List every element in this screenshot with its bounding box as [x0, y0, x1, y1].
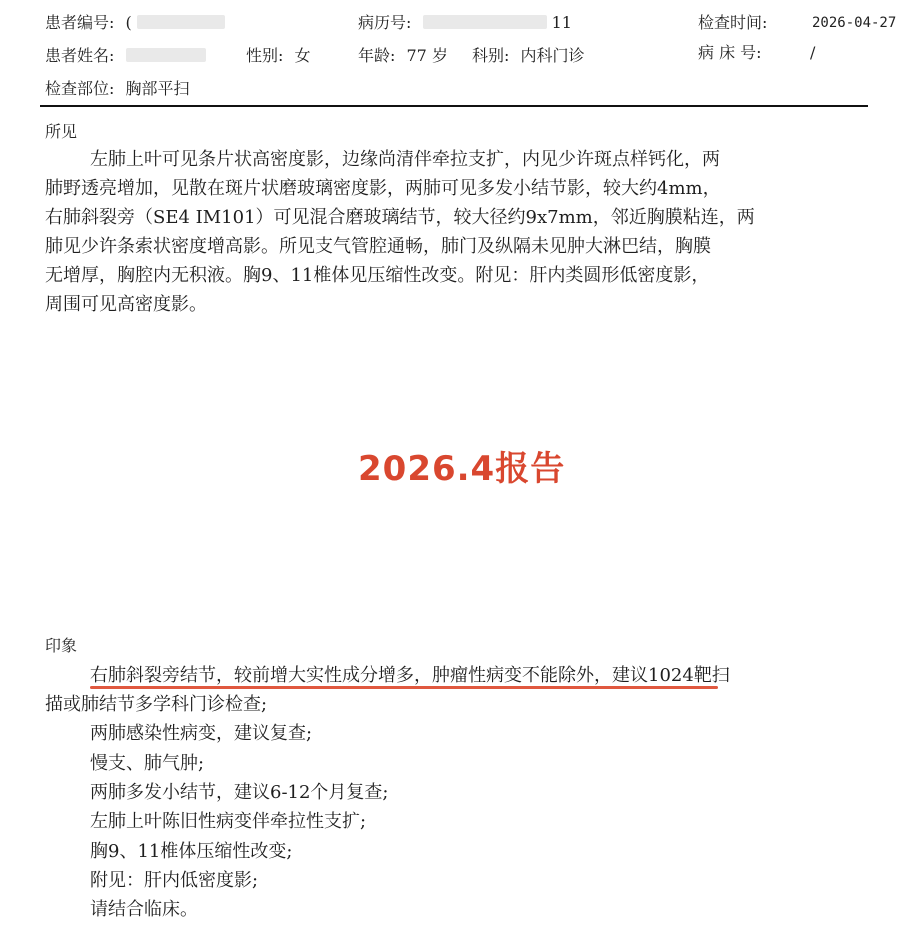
report-date-stamp: 2026.4报告 [358, 449, 566, 489]
impression-line: 描或肺结节多学科门诊检查; [45, 694, 268, 715]
bed-label: 病 床 号: [698, 43, 762, 62]
record-no-value: 11 [551, 13, 572, 32]
findings-line: 左肺上叶可见条片状高密度影，边缘尚清伴牵拉支扩，内见少许斑点样钙化，两 [90, 149, 720, 170]
header-divider [40, 105, 868, 107]
findings-line: 周围可见高密度影。 [45, 294, 207, 315]
patient-id-value: ( [125, 13, 132, 32]
age-value: 77 岁 [406, 46, 448, 65]
impression-line: 左肺上叶陈旧性病变伴牵拉性支扩; [90, 811, 367, 832]
dept-value: 内科门诊 [520, 46, 585, 65]
impression-label: 印象 [45, 636, 78, 655]
impression-line: 慢支、肺气肿; [90, 753, 205, 774]
bed-field [698, 43, 762, 63]
gender-value: 女 [294, 46, 311, 65]
patient-id-label: 患者编号: [45, 13, 115, 32]
age-field [358, 46, 448, 66]
gender-field [246, 46, 311, 66]
exam-time-value: 2026-04-27 [812, 15, 897, 31]
exam-time-label: 检查时间: [698, 13, 768, 32]
findings-line: 无增厚，胸腔内无积液。胸9、11椎体见压缩性改变。附见：肝内类圆形低密度影， [45, 265, 710, 286]
exam-part-field [45, 79, 190, 99]
dept-label: 科别: [472, 46, 510, 65]
bed-value: / [810, 43, 816, 62]
findings-label: 所见 [45, 122, 78, 141]
patient-name-label: 患者姓名: [45, 46, 115, 65]
redaction-mask [126, 48, 206, 62]
impression-line: 附见：肝内低密度影; [90, 870, 259, 891]
age-label: 年龄: [358, 46, 396, 65]
findings-line: 肺见少许条索状密度增高影。所见支气管腔通畅，肺门及纵隔未见肿大淋巴结，胸膜 [45, 236, 711, 257]
exam-part-value: 胸部平扫 [125, 79, 190, 98]
findings-line: 肺野透亮增加，见散在斑片状磨玻璃密度影，两肺可见多发小结节影，较大约4mm， [45, 178, 721, 199]
patient-id-field [45, 13, 225, 33]
impression-line: 请结合临床。 [90, 899, 198, 920]
impression-line: 两肺多发小结节，建议6-12个月复查; [90, 782, 389, 803]
record-no-label: 病历号: [358, 13, 412, 32]
findings-line: 右肺斜裂旁（SE4 IM101）可见混合磨玻璃结节，较大径约9x7mm，邻近胸膜粘连，两 [45, 207, 755, 228]
impression-line: 右肺斜裂旁结节，较前增大实性成分增多，肿瘤性病变不能除外，建议1024靶扫 [90, 665, 730, 686]
gender-label: 性别: [246, 46, 284, 65]
highlight-underline [90, 686, 718, 689]
record-no-field [358, 13, 572, 33]
redaction-mask [137, 15, 225, 29]
redaction-mask [423, 15, 547, 29]
impression-line: 胸9、11椎体压缩性改变; [90, 841, 293, 862]
exam-time-field [698, 13, 767, 33]
dept-field [472, 46, 585, 66]
impression-line: 两肺感染性病变，建议复查; [90, 723, 313, 744]
patient-name-field [45, 46, 206, 66]
exam-part-label: 检查部位: [45, 79, 115, 98]
